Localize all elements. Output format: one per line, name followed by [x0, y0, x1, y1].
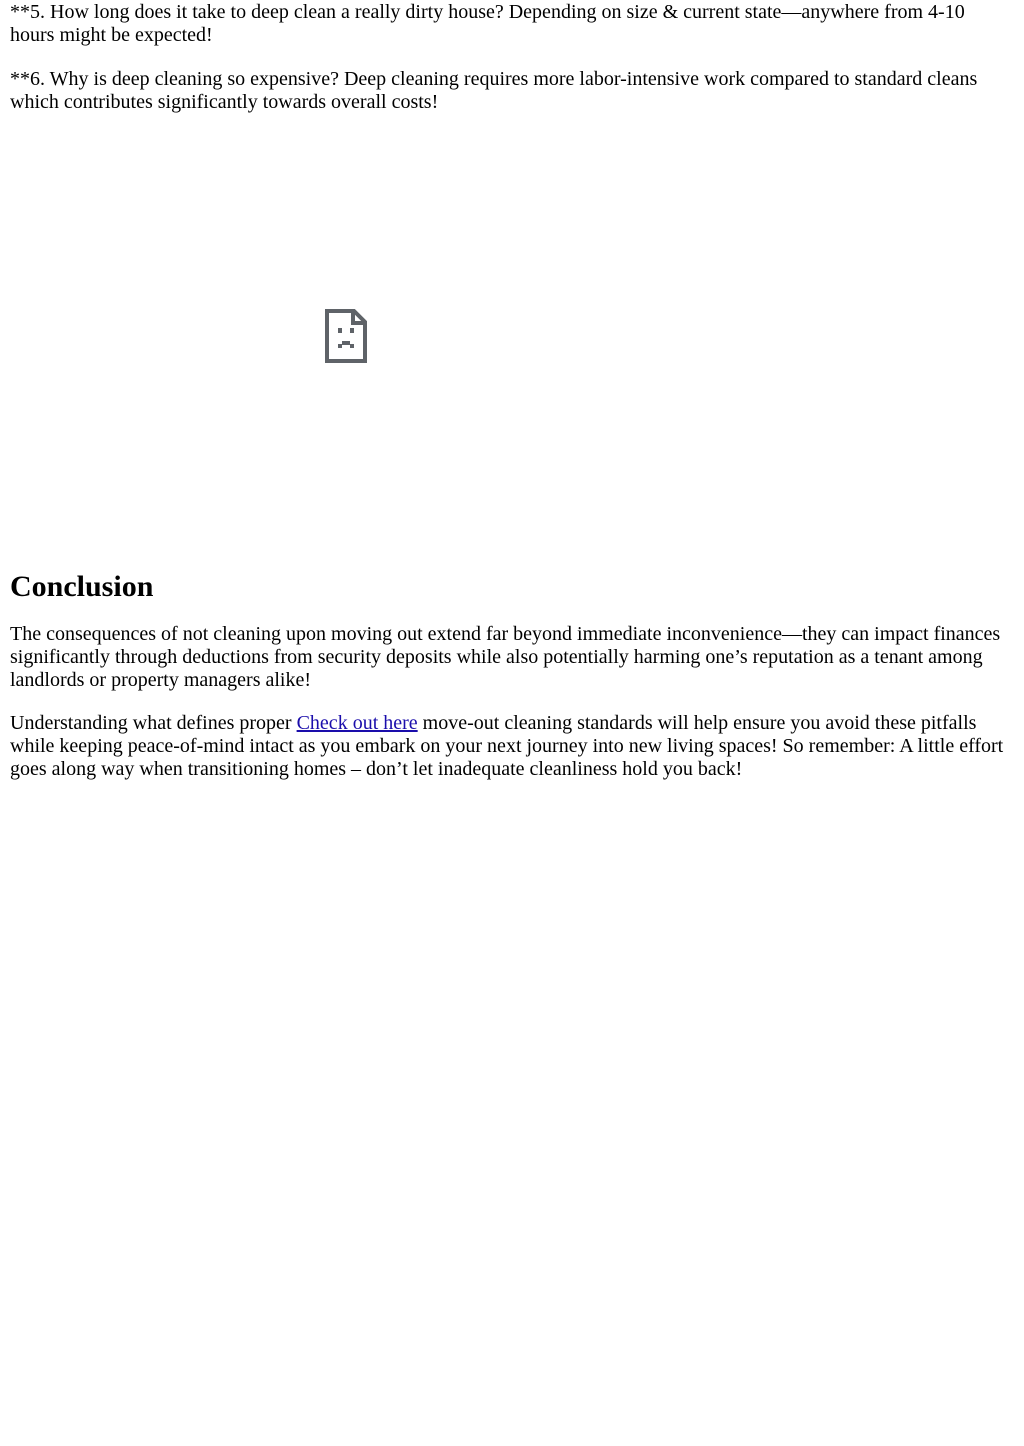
broken-image-placeholder: [10, 115, 1014, 565]
conclusion-paragraph-2-end: move-out cleaning standards will help ensure you avoid these pitfalls while keeping peace-of-mind intact as you embark on your next journey into new living spaces! So remember: A little effort goes along way when transitioning homes – don’t let inadequate cleanliness hold you back!: [10, 712, 1004, 780]
conclusion-paragraph-2-start: Understanding what defines proper: [10, 712, 297, 734]
check-out-here-link[interactable]: Check out here: [296, 712, 418, 734]
conclusion-heading: Conclusion: [10, 570, 154, 603]
broken-image-icon: [325, 309, 367, 363]
article-content: [10, 0, 1014, 781]
faq-item-5: **5. How long does it take to deep clean a really dirty house? Depending on size & current state—anywhere from 4-10 hours might be expected!: [10, 1, 965, 46]
conclusion-paragraph-2: [10, 712, 1014, 781]
conclusion-paragraph-1: The consequences of not cleaning upon moving out extend far beyond immediate inconvenience—they can impact finances significantly through deductions from security deposits while also potentially harming one’s reputation as a tenant among landlords or property managers alike!: [10, 623, 1001, 691]
faq-item-6: **6. Why is deep cleaning so expensive? Deep cleaning requires more labor-intensive work compared to standard cleans which contributes significantly towards overall costs!: [10, 68, 978, 113]
